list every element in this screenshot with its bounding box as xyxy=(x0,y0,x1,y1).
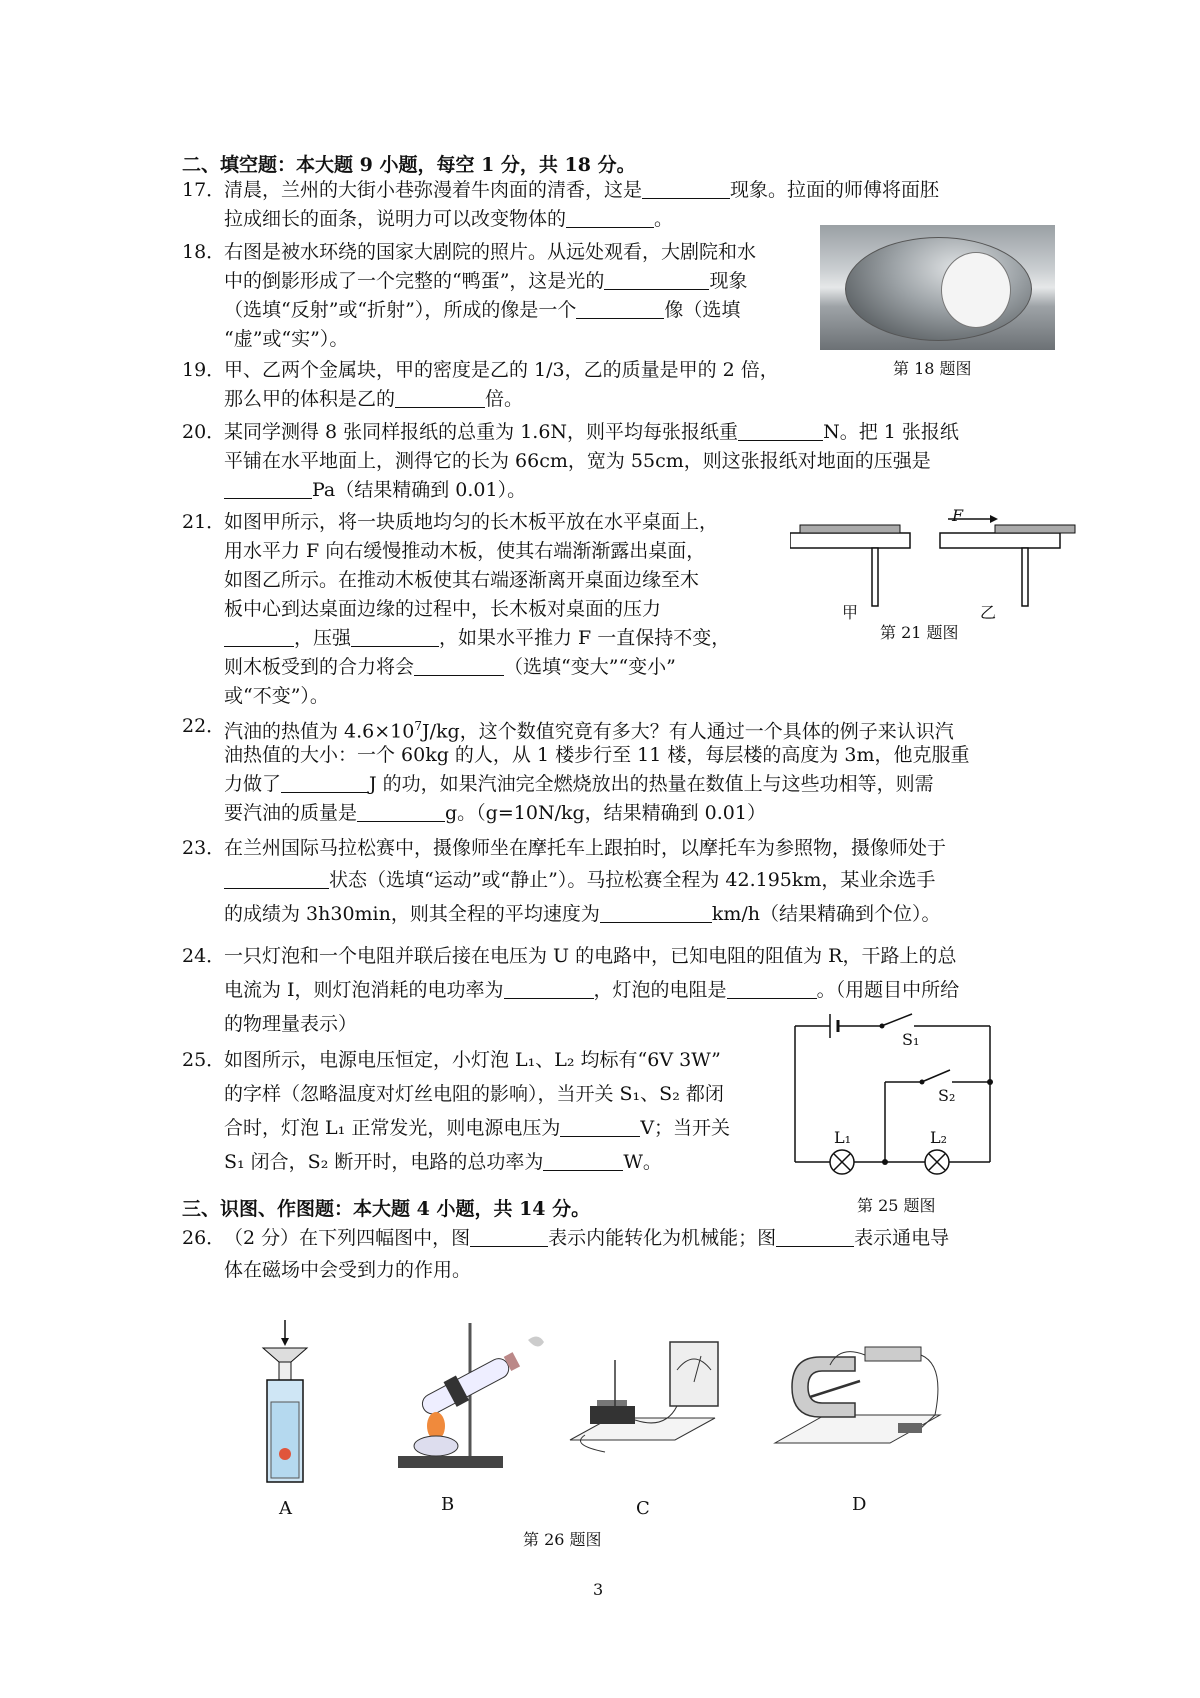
text: N。把 1 张报纸 xyxy=(823,421,959,443)
text: V；当开关 xyxy=(640,1117,731,1139)
text: 电流为 I，则灯泡消耗的电功率为 xyxy=(224,979,504,1001)
text: 倍。 xyxy=(485,388,524,410)
figure-26c-generator-galvanometer xyxy=(565,1320,735,1470)
figure-label-c: C xyxy=(636,1498,650,1519)
answer-blank[interactable] xyxy=(357,803,445,822)
figure-label-a: A xyxy=(279,1498,292,1519)
text: 板中心到达桌面边缘的过程中，长木板对桌面的压力 xyxy=(224,598,662,620)
text: 甲、乙两个金属块，甲的密度是乙的 1/3，乙的质量是甲的 2 倍， xyxy=(224,359,779,381)
question-number: 20． xyxy=(182,421,226,443)
text: Pa（结果精确到 0.01）。 xyxy=(312,479,527,501)
figure-26a-piston-cylinder xyxy=(255,1320,315,1490)
answer-blank[interactable] xyxy=(776,1228,854,1247)
text: ，灯泡的电阻是 xyxy=(593,979,727,1001)
answer-blank[interactable] xyxy=(224,480,312,499)
lamp-l2-label: L₂ xyxy=(930,1128,948,1147)
text: 油热值的大小：一个 60kg 的人，从 1 楼步行至 11 楼，每层楼的高度为 3m，他克服重 xyxy=(224,744,970,766)
answer-blank[interactable] xyxy=(727,980,817,999)
text: 的字样（忽略温度对灯丝电阻的影响），当开关 S₁、S₂ 都闭 xyxy=(224,1083,724,1105)
section-3-heading: 三、识图、作图题：本大题 4 小题，共 14 分。 xyxy=(182,1198,591,1220)
answer-blank[interactable] xyxy=(351,628,439,647)
text: W。 xyxy=(623,1151,662,1173)
text: 中的倒影形成了一个完整的“鸭蛋”，这是光的 xyxy=(224,270,605,292)
answer-blank[interactable] xyxy=(281,774,369,793)
text: 平铺在水平地面上，测得它的长为 66cm，宽为 55cm，则这张报纸对地面的压强是 xyxy=(224,450,931,472)
question-number: 25． xyxy=(182,1049,226,1071)
figure-26-caption: 第 26 题图 xyxy=(523,1530,602,1549)
answer-blank[interactable] xyxy=(504,980,594,999)
text: 汽油的热值为 4.6×10 xyxy=(224,720,415,743)
figure-21-caption: 第 21 题图 xyxy=(880,623,959,642)
question-number: 24． xyxy=(182,945,226,967)
text: 用水平力 F 向右缓慢推动木板，使其右端渐渐露出桌面， xyxy=(224,540,706,562)
text: 的物理量表示） xyxy=(224,1013,358,1035)
text: “虚”或“实”）。 xyxy=(224,328,349,350)
answer-blank[interactable] xyxy=(414,657,504,676)
text: 状态（选填“运动”或“静止”）。马拉松赛全程为 42.195km，某业余选手 xyxy=(329,869,936,891)
question-number: 22． xyxy=(182,715,226,737)
text: 体在磁场中会受到力的作用。 xyxy=(224,1259,472,1281)
text: （2 分）在下列四幅图中，图 xyxy=(224,1227,471,1249)
answer-blank[interactable] xyxy=(642,180,730,199)
text: 那么甲的体积是乙的 xyxy=(224,388,396,410)
text: km/h（结果精确到个位）。 xyxy=(711,903,941,925)
text: 或“不变”）。 xyxy=(224,685,329,707)
text: 某同学测得 8 张同样报纸的总重为 1.6N，则平均每张报纸重 xyxy=(224,421,739,443)
figure-label-b: B xyxy=(441,1494,455,1515)
answer-blank[interactable] xyxy=(224,870,329,889)
text: 表示通电导 xyxy=(854,1227,950,1249)
answer-blank[interactable] xyxy=(560,1118,640,1137)
text: ，如果水平推力 F 一直保持不变， xyxy=(439,627,731,649)
question-number: 26． xyxy=(182,1227,226,1249)
answer-blank[interactable] xyxy=(395,389,485,408)
text: 表示内能转化为机械能；图 xyxy=(548,1227,777,1249)
text: 像（选填 xyxy=(664,299,741,321)
text: 在兰州国际马拉松赛中，摄像师坐在摩托车上跟拍时，以摩托车为参照物，摄像师处于 xyxy=(224,837,947,859)
text: J/kg，这个数值究竟有多大？有人通过一个具体的例子来认识汽 xyxy=(422,720,954,743)
circuit-diagram xyxy=(790,1010,1005,1180)
grand-theatre-photo xyxy=(820,225,1055,350)
text: 则木板受到的合力将会 xyxy=(224,656,415,678)
figure-label-d: D xyxy=(852,1494,867,1515)
text: 。 xyxy=(654,208,674,230)
figure-yi-label: 乙 xyxy=(980,603,997,622)
figure-18-caption: 第 18 题图 xyxy=(893,359,972,378)
text: 的成绩为 3h30min，则其全程的平均速度为 xyxy=(224,903,600,925)
egg-shaped-building xyxy=(845,237,1032,341)
figure-21-diagram xyxy=(790,505,1080,615)
question-number: 21． xyxy=(182,511,226,533)
text: J 的功，如果汽油完全燃烧放出的热量在数值上与这些功相等，则需 xyxy=(369,773,934,795)
answer-blank[interactable] xyxy=(470,1228,548,1247)
switch-s2-label: S₂ xyxy=(938,1086,956,1105)
text: g。（g=10N/kg，结果精确到 0.01） xyxy=(445,802,766,824)
answer-blank[interactable] xyxy=(224,628,294,647)
text: 现象 xyxy=(709,270,748,292)
text: S₁ 闭合，S₂ 断开时，电路的总功率为 xyxy=(224,1151,544,1173)
answer-blank[interactable] xyxy=(543,1152,623,1171)
text: 要汽油的质量是 xyxy=(224,802,358,824)
switch-s1-label: S₁ xyxy=(902,1030,920,1049)
text: 一只灯泡和一个电阻并联后接在电压为 U 的电路中，已知电阻的阻值为 R，干路上的总 xyxy=(224,945,957,967)
text: ，压强 xyxy=(294,627,352,649)
text: 拉成细长的面条，说明力可以改变物体的 xyxy=(224,208,567,230)
text: 。（用题目中所给 xyxy=(816,979,960,1001)
lamp-l1-label: L₁ xyxy=(834,1128,852,1147)
figure-jia-label: 甲 xyxy=(842,603,859,622)
text: （选填“反射”或“折射”），所成的像是一个 xyxy=(224,299,577,321)
figure-26b-test-tube-heating xyxy=(388,1318,548,1478)
answer-blank[interactable] xyxy=(604,271,709,290)
text: （选填“变大”“变小” xyxy=(504,656,676,678)
text: 合时，灯泡 L₁ 正常发光，则电源电压为 xyxy=(224,1117,561,1139)
question-number: 19． xyxy=(182,359,226,381)
text: 现象。拉面的师傅将面胚 xyxy=(730,179,940,201)
section-2-heading: 二、填空题：本大题 9 小题，每空 1 分，共 18 分。 xyxy=(182,154,636,176)
page-number: 3 xyxy=(593,1580,604,1599)
question-number: 18． xyxy=(182,241,226,263)
answer-blank[interactable] xyxy=(566,209,654,228)
question-number: 17． xyxy=(182,179,226,201)
text: 如图甲所示，将一块质地均匀的长木板平放在水平桌面上， xyxy=(224,511,719,533)
text: 力做了 xyxy=(224,773,282,795)
figure-25-caption: 第 25 题图 xyxy=(857,1196,936,1215)
answer-blank[interactable] xyxy=(738,422,823,441)
exponent: 7 xyxy=(414,719,422,733)
text: 清晨，兰州的大街小巷弥漫着牛肉面的清香，这是 xyxy=(224,179,643,201)
text: 如图乙所示。在推动木板使其右端逐渐离开桌面边缘至木 xyxy=(224,569,700,591)
answer-blank[interactable] xyxy=(600,904,712,923)
text: 如图所示，电源电压恒定，小灯泡 L₁、L₂ 均标有“6V 3W” xyxy=(224,1049,721,1071)
text: 右图是被水环绕的国家大剧院的照片。从远处观看，大剧院和水 xyxy=(224,241,757,263)
answer-blank[interactable] xyxy=(576,300,664,319)
question-number: 23． xyxy=(182,837,226,859)
figure-26d-motor-principle xyxy=(770,1325,955,1475)
force-label: F xyxy=(952,506,964,525)
